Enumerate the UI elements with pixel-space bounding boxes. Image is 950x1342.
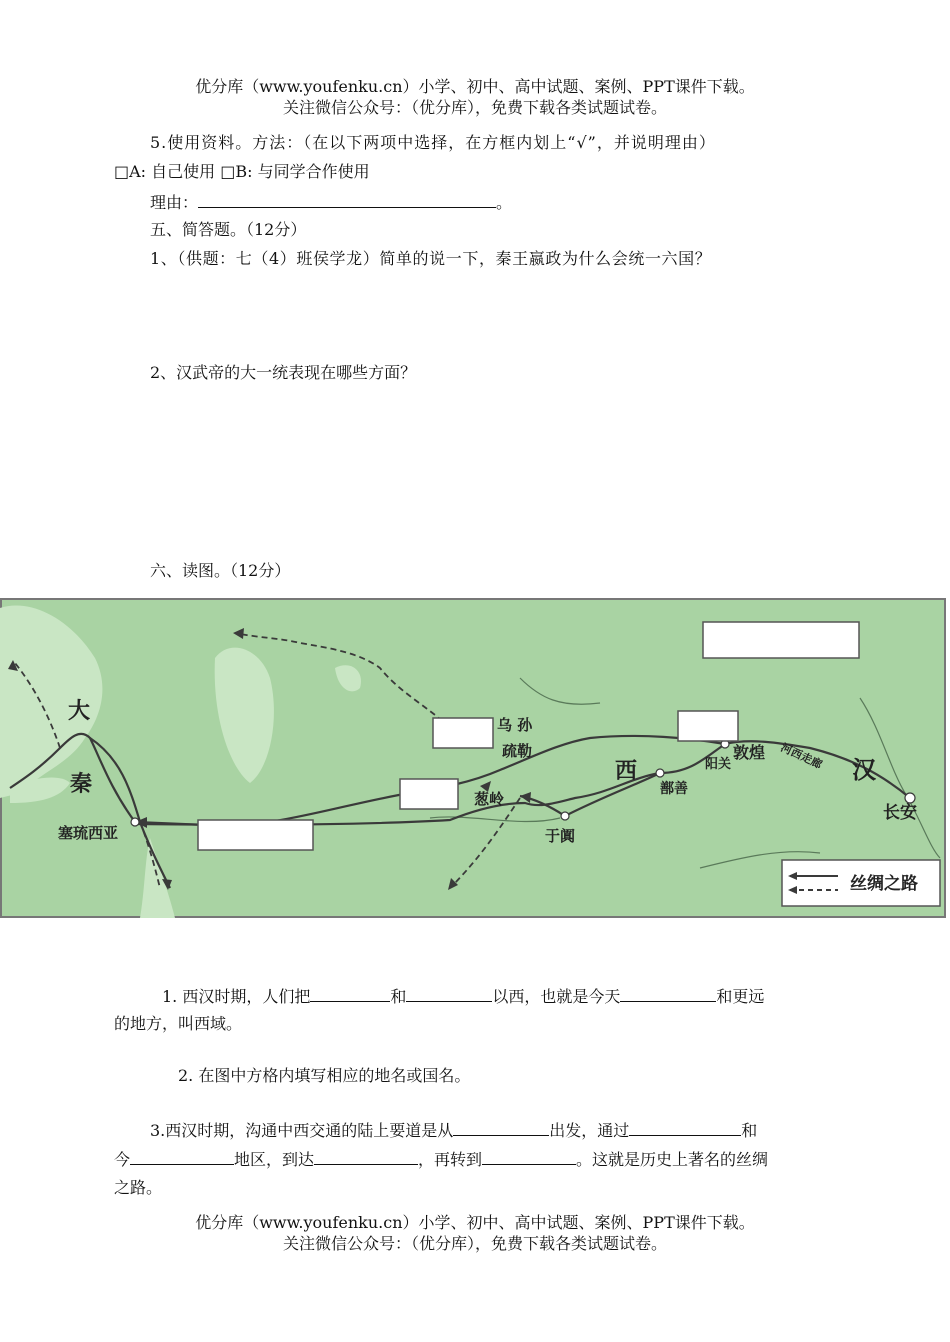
map-label-xi: 西 [615, 759, 638, 784]
section-6-question-3 [150, 1119, 757, 1142]
q3-blank-4[interactable] [314, 1148, 418, 1165]
q1-part3: 以西，也就是今天 [492, 987, 621, 1006]
footer-line-2: 关注微信公众号：（优分库），免费下载各类试题试卷。 [282, 1234, 667, 1253]
section-5-question-2: 2、汉武帝的大一统表现在哪些方面？ [150, 363, 417, 382]
map-label-yutian: 于阗 [545, 827, 576, 845]
q3-blank-3[interactable] [130, 1148, 234, 1165]
fill-box-3[interactable] [433, 718, 493, 748]
reason-blank[interactable] [198, 191, 496, 208]
q1-part1: 1. 西汉时期，人们把 [162, 987, 311, 1006]
map-label-yangguan: 阳关 [705, 757, 732, 772]
q3-part3: 和 [741, 1121, 758, 1140]
fill-box-5[interactable] [198, 820, 313, 850]
q1-blank-1[interactable] [310, 985, 390, 1002]
header-line-1: 优分库（www.youfenku.cn）小学、初中、高中试题、案例、PPT课件下载。 [195, 77, 755, 96]
reason-label: 理由： [150, 193, 199, 212]
map-legend [782, 860, 940, 906]
footer-line-1: 优分库（www.youfenku.cn）小学、初中、高中试题、案例、PPT课件下载。 [195, 1213, 755, 1232]
q1-blank-2[interactable] [406, 985, 492, 1002]
map-label-dunhuang: 敦煌 [733, 743, 766, 762]
fill-box-4[interactable] [400, 779, 458, 809]
map-label-changan: 长安 [883, 803, 917, 823]
q3-line2-c: ，再转到 [418, 1150, 483, 1169]
map-label-qin: 秦 [70, 772, 93, 797]
legend-label: 丝绸之路 [850, 874, 918, 894]
map-label-congling: 葱岭 [474, 790, 505, 808]
q3-blank-1[interactable] [453, 1119, 549, 1136]
map-label-seleucia: 塞琉西亚 [58, 824, 119, 842]
fill-box-1[interactable] [703, 622, 859, 658]
map-label-shule: 疏勒 [502, 742, 533, 760]
section-6-question-1 [162, 985, 764, 1008]
section-5-question-1: 1、（供题：七（4）班侯学龙）简单的说一下，秦王嬴政为什么会统一六国？ [150, 249, 712, 268]
fill-box-2[interactable] [678, 711, 738, 741]
map-label-hexi-corridor: 河西走廊 [778, 740, 825, 772]
map-label-wusun: 乌 孙 [497, 716, 533, 734]
options-line: □A: 自己使用 □B: 与同学合作使用 [114, 162, 370, 181]
map-label-da: 大 [68, 699, 91, 724]
section-6-title: 六、读图。（12分） [150, 561, 291, 580]
section-5-title: 五、简答题。（12分） [150, 220, 307, 239]
q3-line2-d: 。这就是历史上著名的丝绸 [576, 1150, 769, 1169]
section-6-question-2: 2. 在图中方格内填写相应的地名或国名。 [178, 1066, 471, 1085]
q3-part2: 出发，通过 [549, 1121, 630, 1140]
q1-part4: 和更远 [716, 987, 765, 1006]
header-line-2: 关注微信公众号：（优分库），免费下载各类试题试卷。 [282, 98, 667, 117]
silk-road-map [0, 598, 946, 918]
q3-part1: 3.西汉时期，沟通中西交通的陆上要道是从 [150, 1121, 454, 1140]
q1-blank-3[interactable] [620, 985, 716, 1002]
map-label-shanshan: 鄯善 [660, 781, 688, 797]
q1-part2: 和 [390, 987, 407, 1006]
reason-line [150, 191, 512, 214]
q3-blank-2[interactable] [629, 1119, 741, 1136]
q3-line2-b: 地区，到达 [234, 1150, 315, 1169]
q3-blank-5[interactable] [482, 1148, 576, 1165]
q3-line2-a: 今 [114, 1150, 131, 1169]
section-6-question-1-line-2: 的地方，叫西域。 [114, 1014, 243, 1033]
reason-end: 。 [496, 193, 513, 212]
section-6-question-3-line-3: 之路。 [114, 1178, 163, 1197]
section-6-question-3-line-2 [114, 1148, 768, 1171]
question-5-use-materials: 5.使用资料。方法：（在以下两项中选择，在方框内划上“√”，并说明理由） [150, 133, 716, 152]
map-label-han: 汉 [852, 756, 876, 784]
